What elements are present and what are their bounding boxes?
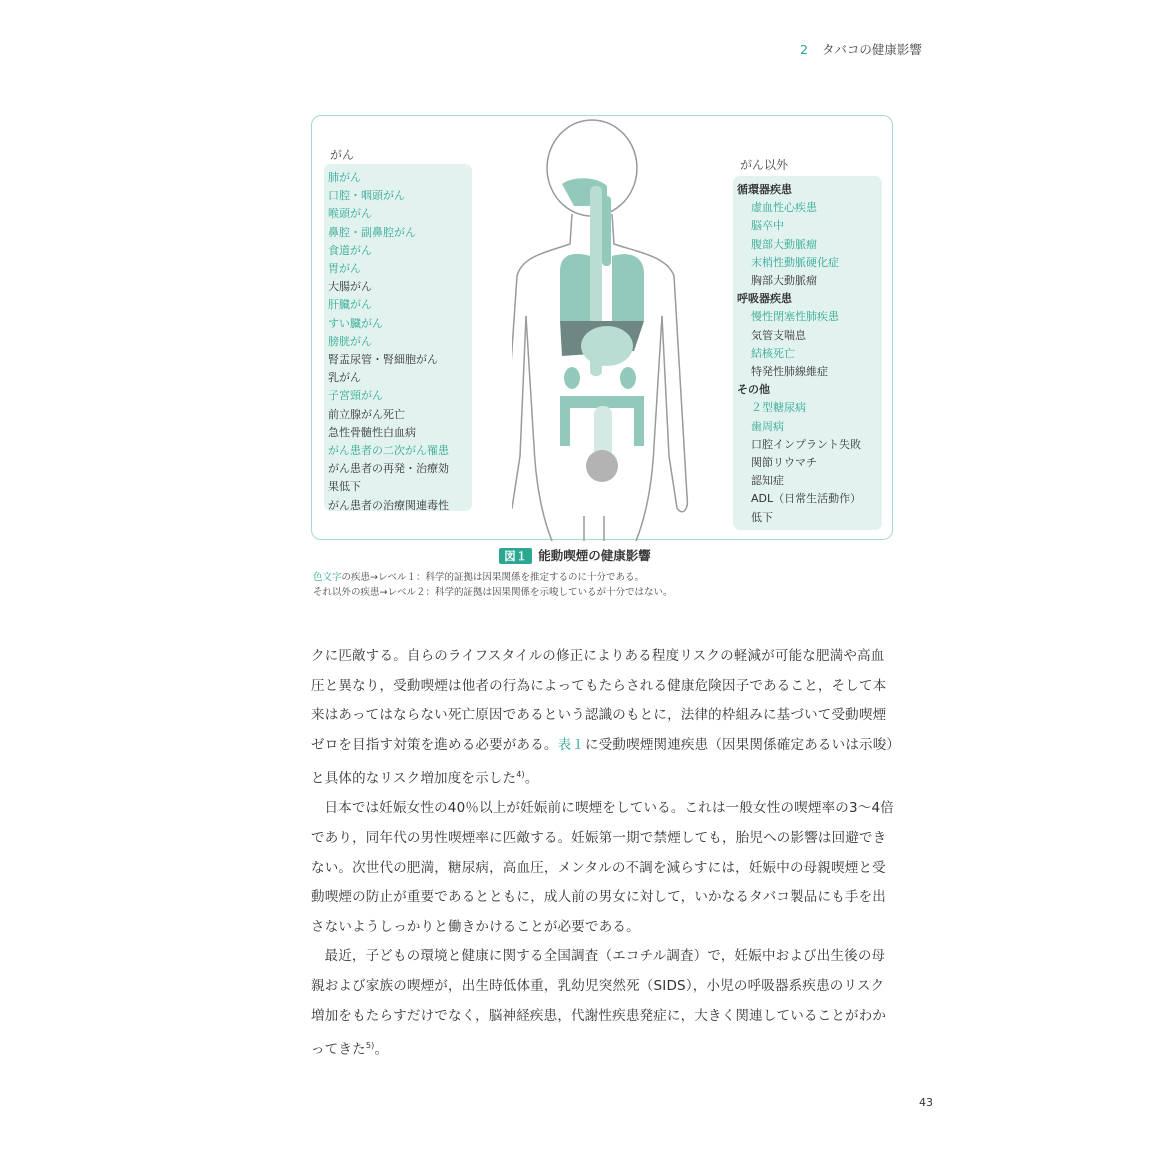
disease-item: 歯周病 <box>751 419 784 433</box>
note-line-2: それ以外の疾患→レベル２：科学的証拠は因果関係を示唆しているが十分ではない。 <box>313 587 673 598</box>
cancer-item: 食道がん <box>328 243 372 257</box>
running-head <box>800 40 922 58</box>
right-kidney <box>620 367 636 389</box>
disease-item: 末梢性動脈硬化症 <box>751 255 839 269</box>
cancer-item: 果低下 <box>328 480 361 494</box>
cancer-item: 胃がん <box>328 262 361 276</box>
disease-group-heading: その他 <box>737 383 770 397</box>
page-number: 43 <box>919 1096 933 1109</box>
note-1-text: の疾患→レベル１：科学的証拠は因果関係を推定するのに十分である。 <box>341 572 644 583</box>
non-cancer-list-panel <box>733 176 882 530</box>
note-accent-word: 色文字 <box>313 572 342 583</box>
disease-item: 脳卒中 <box>751 219 784 233</box>
legs-outline <box>584 516 604 541</box>
cancer-item: 膀胱がん <box>328 334 372 348</box>
figure-notes <box>313 570 672 600</box>
cancer-item: 肝臓がん <box>328 298 372 312</box>
paragraph-1-text-b: に受動喫煙関連疾患（因果関係確定あるいは示唆）と具体的なリスク増加度を示した <box>311 736 894 787</box>
left-arm-outline <box>512 214 572 512</box>
disease-item: 結核死亡 <box>751 346 795 360</box>
disease-item: ２型糖尿病 <box>751 401 806 415</box>
cancer-item: 腎盂尿管・腎細胞がん <box>328 353 438 367</box>
disease-group-heading: 呼吸器疾患 <box>737 292 792 306</box>
paragraph-1-text-a: クに匹敵する。自らのライフスタイルの修正によりある程度リスクの軽減が可能な肥満や高血圧と異なり，受動喫煙は他者の行為によってもたらされる健康危険因子であること，そして本来はあってはならない死亡原因であるという認識のもとに，法律的枠組みに基づいて受動喫煙ゼロを目指す対策を進める必要がある。 <box>311 648 887 753</box>
chapter-title: タバコの健康影響 <box>821 42 922 57</box>
paragraph-1 <box>311 642 897 794</box>
figure-caption <box>0 546 1150 564</box>
trachea <box>602 196 611 266</box>
cancer-item: がん患者の再発・治療効 <box>328 462 449 476</box>
cancer-item: がん患者の治療関連毒性 <box>328 498 449 512</box>
left-lung <box>560 254 590 321</box>
body-text <box>311 642 897 1065</box>
left-kidney <box>564 367 580 389</box>
cancer-item: 乳がん <box>328 371 361 385</box>
cancer-item: 口腔・咽頭がん <box>328 189 405 203</box>
cancer-item: 肺がん <box>328 171 361 184</box>
bladder <box>586 450 618 482</box>
disease-item: 認知症 <box>751 474 784 488</box>
disease-item: 気管支喘息 <box>751 328 806 342</box>
organs <box>560 178 644 482</box>
disease-item: 虚血性心疾患 <box>751 201 817 215</box>
figure-caption-text: 能動喫煙の健康影響 <box>538 548 651 563</box>
table-reference-link[interactable]: 表１ <box>557 736 586 753</box>
cancer-list-panel <box>324 164 472 511</box>
disease-group-heading: 循環器疾患 <box>737 183 792 196</box>
paragraph-1-end: 。 <box>524 770 539 787</box>
note-line-1 <box>313 570 672 585</box>
chapter-number: 2 <box>800 42 808 57</box>
right-column-title: がん以外 <box>740 158 789 172</box>
right-lung <box>612 254 644 321</box>
paragraph-3-text: 最近，子どもの環境と健康に関する全国調査（エコチル調査）で，妊娠中および出生後の母親および家族の喫煙が，出生時低体重，乳幼児突然死（SIDS），小児の呼吸器系疾患のリスク増加をもたらすだけでなく，脳神経疾患，代謝性疾患発症に，大きく関連していることがわかってきた <box>311 948 887 1058</box>
cancer-item: 前立腺がん死亡 <box>328 407 405 421</box>
cancer-item: 子宮頸がん <box>328 389 383 403</box>
disease-item: ADL（日常生活動作） <box>751 492 862 506</box>
cancer-item: 喉頭がん <box>328 207 372 221</box>
cancer-item: がん患者の二次がん罹患 <box>328 444 449 458</box>
cancer-item: 大腸がん <box>328 280 372 294</box>
body-illustration <box>512 116 712 541</box>
cancer-item: すい臓がん <box>328 316 383 330</box>
paragraph-3-end: 。 <box>374 1041 389 1058</box>
disease-item: 口腔インプラント失敗 <box>751 437 861 451</box>
cancer-item: 急性骨髄性白血病 <box>328 425 416 439</box>
disease-item: 低下 <box>751 510 773 524</box>
left-torso-outline <box>526 316 552 541</box>
citation-4: 4) <box>516 770 525 780</box>
figure-badge: 図１ <box>499 548 532 564</box>
left-column-title: がん <box>330 148 355 162</box>
disease-item: 腹部大動脈瘤 <box>751 237 817 251</box>
disease-item: 慢性閉塞性肺疾患 <box>751 310 839 324</box>
disease-item: 関節リウマチ <box>751 456 817 470</box>
paragraph-3 <box>311 942 897 1065</box>
disease-item: 特発性肺線維症 <box>751 365 828 379</box>
figure-box <box>311 115 893 540</box>
cancer-item: 鼻腔・副鼻腔がん <box>328 225 416 239</box>
disease-item: 胸部大動脈瘤 <box>751 274 817 288</box>
citation-5: 5) <box>365 1041 375 1051</box>
stomach <box>581 326 633 366</box>
paragraph-2: 日本では妊娠女性の40％以上が妊娠前に喫煙をしている。これは一般女性の喫煙率の3～4倍であり，同年代の男性喫煙率に匹敵する。妊娠第一期で禁煙しても，胎児への影響は回避できない。次世代の肥満，糖尿病，高血圧，メンタルの不調を減らすには，妊娠中の母親喫煙と受動喫煙の防止が重要であるとともに，成人前の男女に対して，いかなるタバコ製品にも手を出さないようしっかりと働きかけることが必要である。 <box>311 800 894 935</box>
